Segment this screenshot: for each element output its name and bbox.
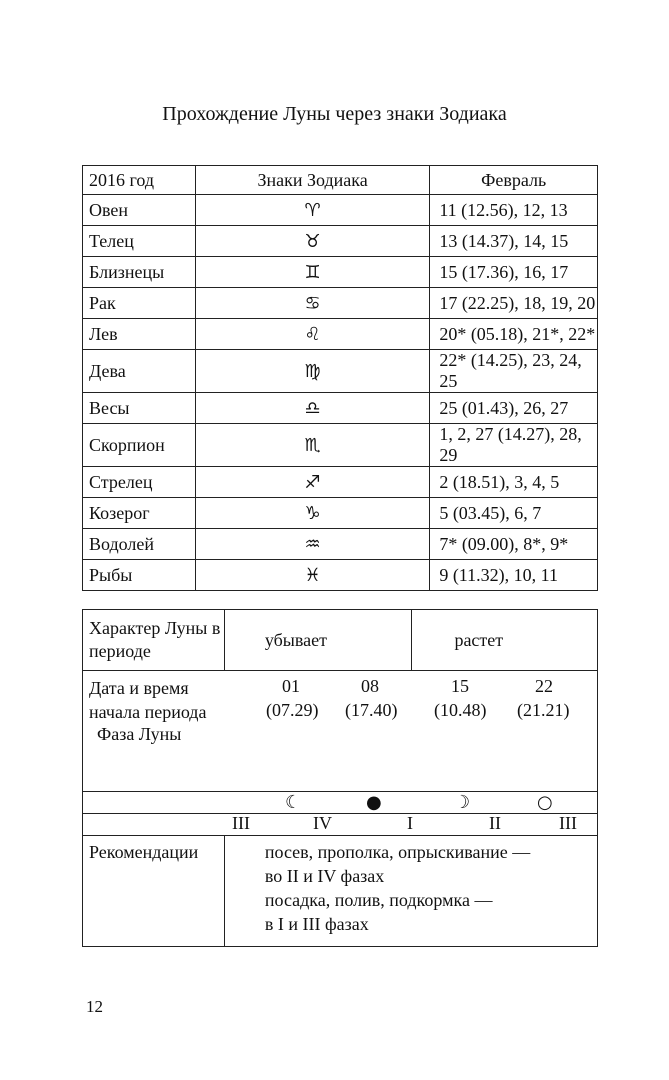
growing-label: растет bbox=[412, 610, 598, 671]
period-time: (10.48) bbox=[434, 700, 487, 720]
recommendation-line: во II и IV фазах bbox=[264, 866, 385, 886]
page-number: 12 bbox=[86, 997, 103, 1016]
header-signs: Знаки Зодиака bbox=[195, 166, 429, 195]
phase-number: III bbox=[232, 813, 250, 833]
phase-number: II bbox=[489, 813, 501, 833]
zodiac-row bbox=[83, 226, 598, 257]
sign-days: 25 (01.43), 26, 27 bbox=[430, 393, 598, 424]
waning-crescent-icon: ☾ bbox=[285, 792, 302, 813]
moon-character-row bbox=[83, 610, 598, 671]
sign-days: 2 (18.51), 3, 4, 5 bbox=[430, 467, 598, 498]
zodiac-header-row bbox=[83, 166, 598, 195]
sign-name: Овен bbox=[83, 195, 196, 226]
sign-days: 9 (11.32), 10, 11 bbox=[430, 560, 598, 591]
page-title: Прохождение Луны через знаки Зодиака bbox=[162, 103, 507, 125]
phase-divider-bottom bbox=[83, 813, 597, 814]
header-year: 2016 год bbox=[83, 166, 196, 195]
sign-name: Телец bbox=[83, 226, 196, 257]
zodiac-row bbox=[83, 288, 598, 319]
zodiac-row bbox=[83, 560, 598, 591]
recommendation-line: в I и III фазах bbox=[264, 914, 369, 934]
libra-icon: ♎︎ bbox=[195, 393, 429, 424]
zodiac-row bbox=[83, 529, 598, 560]
sign-days: 5 (03.45), 6, 7 bbox=[430, 498, 598, 529]
phase-number: I bbox=[407, 813, 413, 833]
sign-days: 17 (22.25), 18, 19, 20 bbox=[430, 288, 598, 319]
date-label: Дата и время начала периода bbox=[89, 678, 207, 722]
phase-number: III bbox=[559, 813, 577, 833]
scorpio-icon: ♏︎ bbox=[195, 424, 429, 467]
sign-days: 7* (09.00), 8*, 9* bbox=[430, 529, 598, 560]
period-date: 15 bbox=[451, 676, 469, 696]
sign-name: Близнецы bbox=[83, 257, 196, 288]
sign-days: 1, 2, 27 (14.27), 28, 29 bbox=[430, 424, 598, 467]
sign-name: Лев bbox=[83, 319, 196, 350]
period-date: 01 bbox=[282, 676, 300, 696]
moon-table bbox=[82, 609, 598, 947]
sign-days: 11 (12.56), 12, 13 bbox=[430, 195, 598, 226]
gemini-icon: ♊︎ bbox=[195, 257, 429, 288]
cancer-icon: ♋︎ bbox=[195, 288, 429, 319]
sign-name: Весы bbox=[83, 393, 196, 424]
waning-label: убывает bbox=[224, 610, 412, 671]
full-moon-icon: ○ bbox=[537, 792, 553, 813]
period-date: 08 bbox=[361, 676, 379, 696]
phase-divider-top bbox=[83, 791, 597, 792]
recommendation-line: посев, прополка, опрыскивание — bbox=[264, 842, 531, 862]
zodiac-row bbox=[83, 467, 598, 498]
sign-name: Стрелец bbox=[83, 467, 196, 498]
sign-days: 20* (05.18), 21*, 22* bbox=[430, 319, 598, 350]
moon-dates-row bbox=[83, 671, 598, 836]
leo-icon: ♌︎ bbox=[195, 319, 429, 350]
capricorn-icon: ♑︎ bbox=[195, 498, 429, 529]
zodiac-row bbox=[83, 195, 598, 226]
sign-name: Рыбы bbox=[83, 560, 196, 591]
virgo-icon: ♍︎ bbox=[195, 350, 429, 393]
recommendation-line: посадка, полив, подкормка — bbox=[264, 890, 493, 910]
sign-name: Водолей bbox=[83, 529, 196, 560]
zodiac-row bbox=[83, 257, 598, 288]
sign-name: Скорпион bbox=[83, 424, 196, 467]
date-label-block bbox=[89, 676, 224, 724]
recommendations-label: Рекомендации bbox=[83, 836, 225, 947]
aries-icon: ♈︎ bbox=[195, 195, 429, 226]
period-date: 22 bbox=[535, 676, 553, 696]
sign-days: 15 (17.36), 16, 17 bbox=[430, 257, 598, 288]
recommendations-row bbox=[83, 836, 598, 947]
phase-number: IV bbox=[313, 813, 332, 833]
recommendations-text bbox=[224, 836, 597, 947]
period-time: (17.40) bbox=[345, 700, 398, 720]
sign-days: 22* (14.25), 23, 24, 25 bbox=[430, 350, 598, 393]
phase-label: Фаза Луны bbox=[97, 724, 182, 744]
taurus-icon: ♉︎ bbox=[195, 226, 429, 257]
pisces-icon: ♓︎ bbox=[195, 560, 429, 591]
header-month: Февраль bbox=[430, 166, 598, 195]
sign-name: Рак bbox=[83, 288, 196, 319]
zodiac-row bbox=[83, 350, 598, 393]
sagittarius-icon: ♐︎ bbox=[195, 467, 429, 498]
waxing-crescent-icon: ☽ bbox=[454, 792, 471, 813]
sign-name: Козерог bbox=[83, 498, 196, 529]
sign-name: Дева bbox=[83, 350, 196, 393]
period-time: (07.29) bbox=[266, 700, 319, 720]
sign-days: 13 (14.37), 14, 15 bbox=[430, 226, 598, 257]
zodiac-table bbox=[82, 165, 598, 591]
aquarius-icon: ♒︎ bbox=[195, 529, 429, 560]
new-moon-icon: ● bbox=[366, 792, 382, 813]
moon-dates-cell bbox=[83, 671, 598, 836]
zodiac-row bbox=[83, 319, 598, 350]
zodiac-row bbox=[83, 393, 598, 424]
zodiac-row bbox=[83, 424, 598, 467]
character-label: Характер Луны в периоде bbox=[83, 610, 225, 671]
zodiac-row bbox=[83, 498, 598, 529]
period-time: (21.21) bbox=[517, 700, 570, 720]
